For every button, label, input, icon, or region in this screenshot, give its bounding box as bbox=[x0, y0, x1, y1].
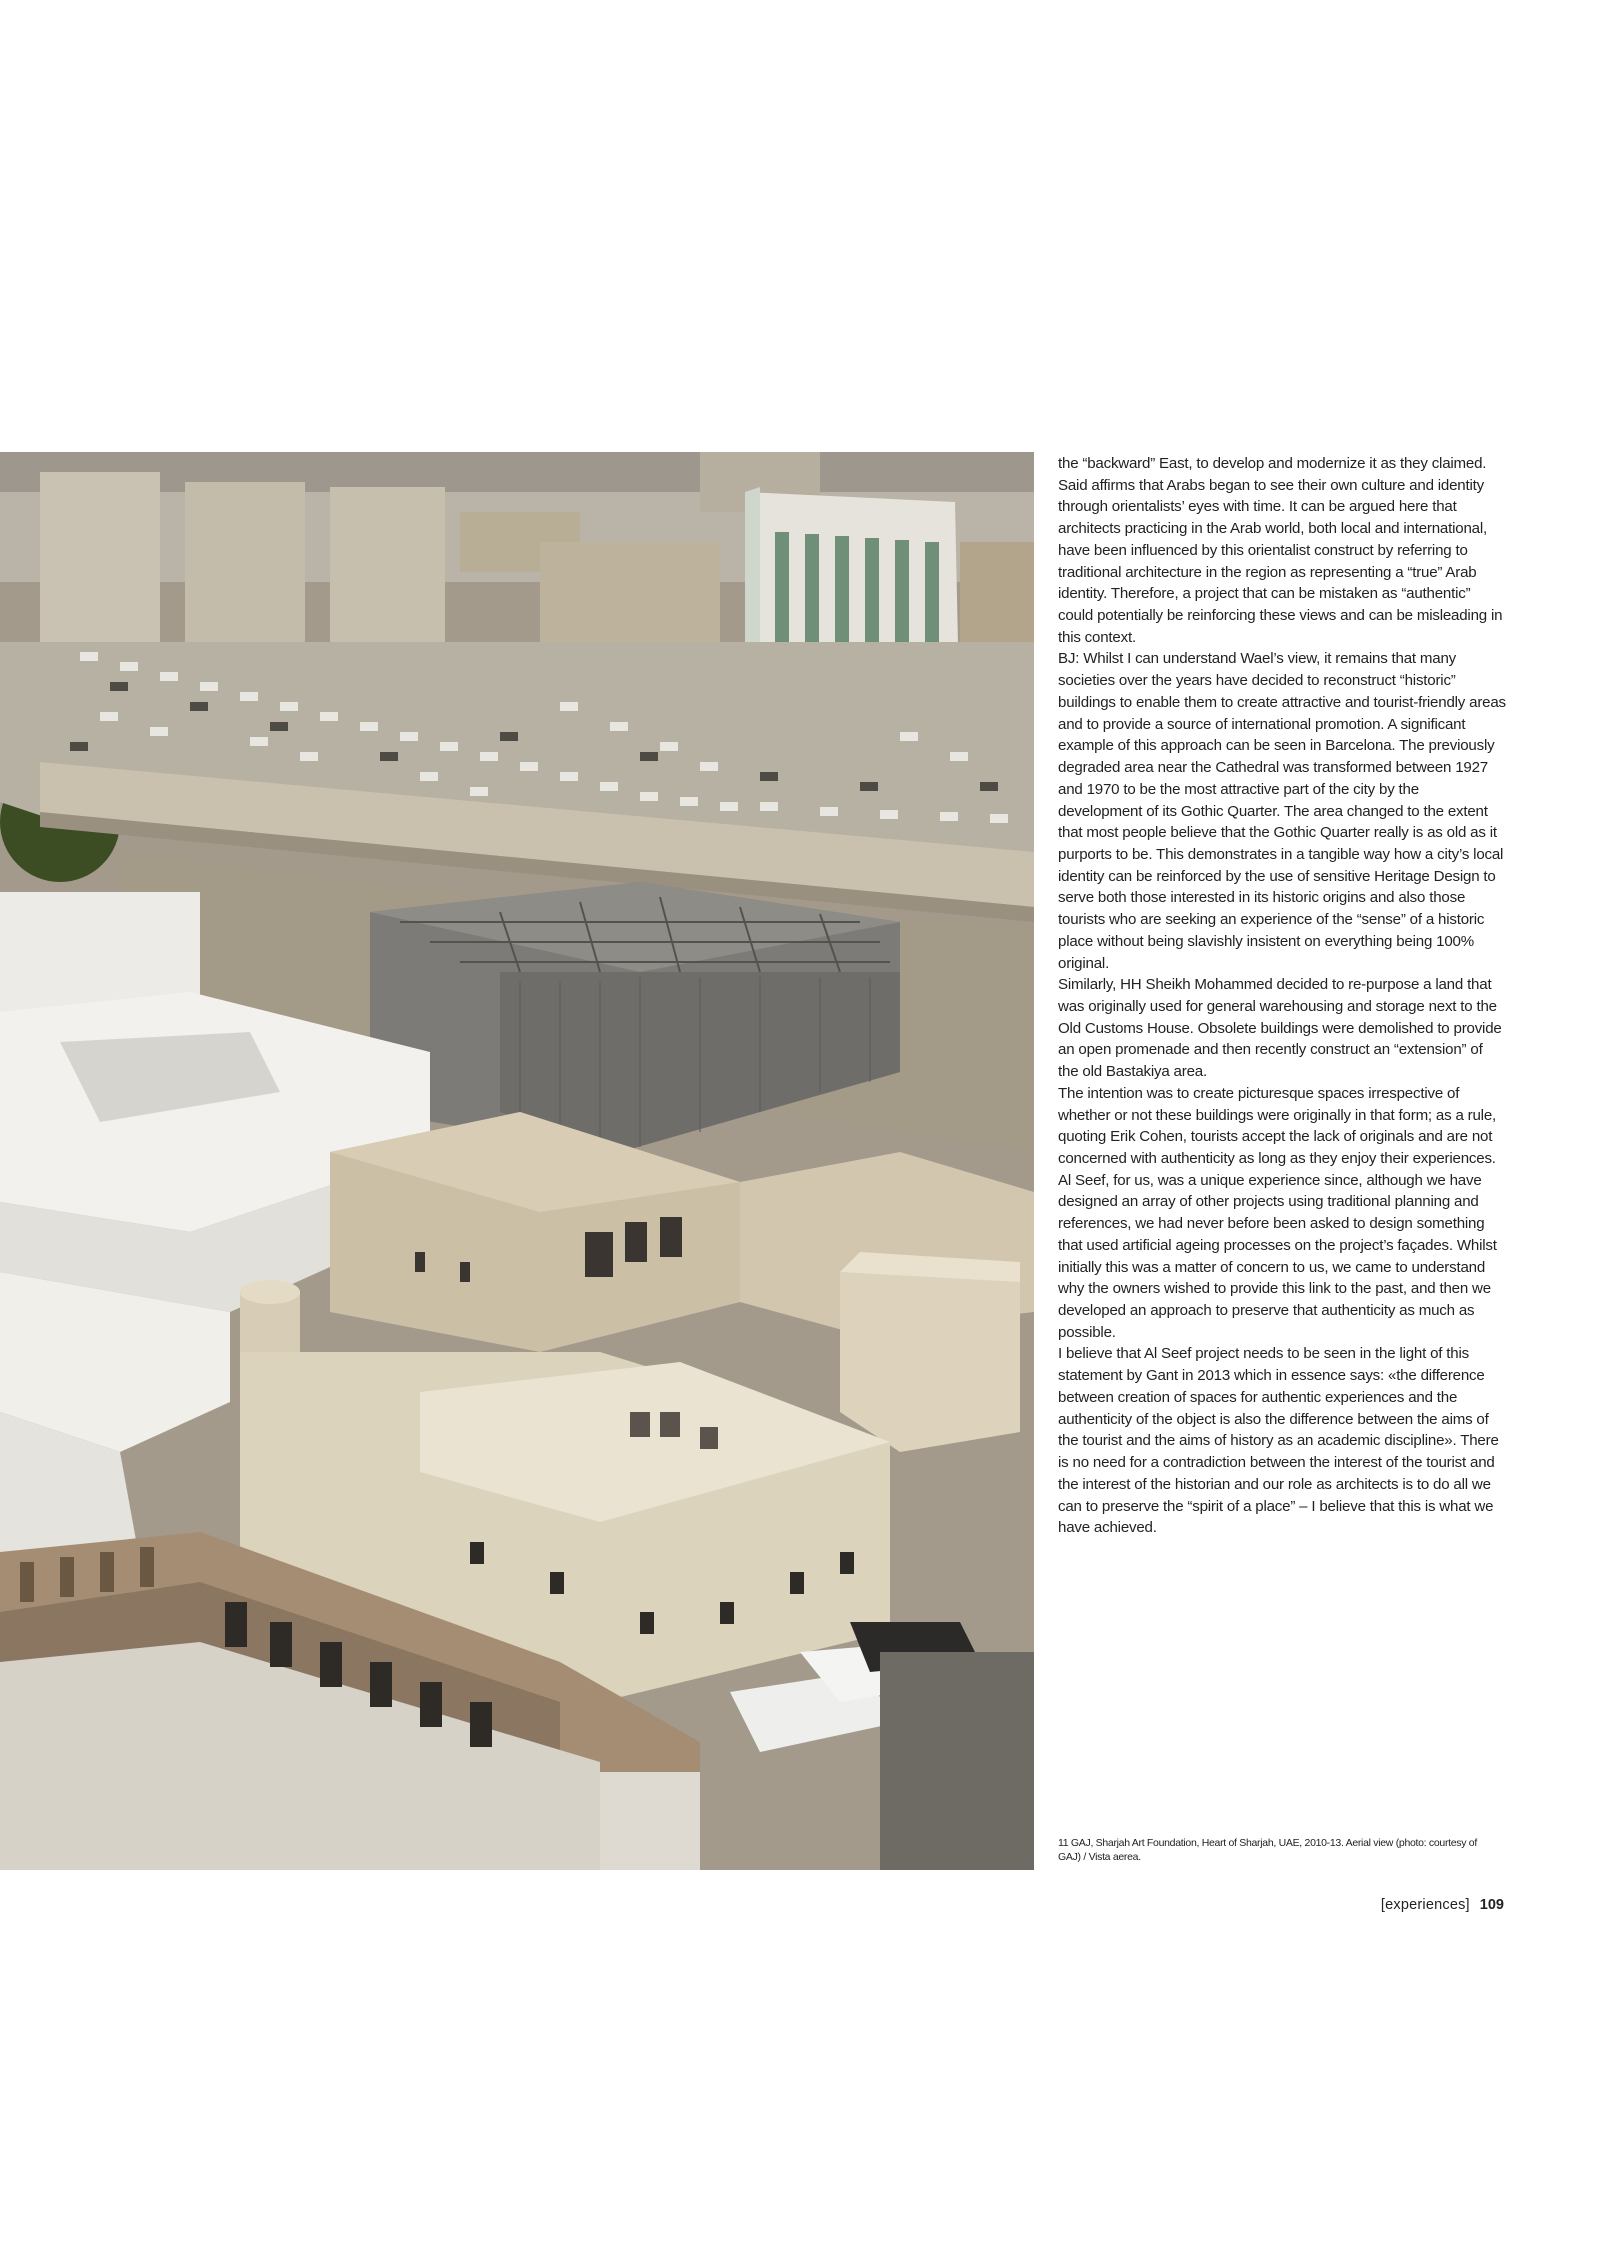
article-paragraph: BJ: Whilst I can understand Wael’s view, it remains that many societies over the years have decided to reconstruct “historic” buildings to enable them to create attractive and tourist-friendly areas and to provide a source of international promotion. A significant example of this approach can be seen in Barcelona. The previously degraded area near the Cathedral was transformed between 1927 and 1970 to be the most attractive part of the city by the development of its Gothic Quarter. The area changed to the extent that most people believe that the Gothic Quarter really is as old as it purports to be. This demonstrates in a tangible way how a city’s local identity can be reinforced by the use of sensitive Heritage Design to serve both those interested in its historic origins and also those tourists who are seeking an experience of the “sense” of a historic place without being slavishly insistent on everything being 100% original. bbox=[1058, 650, 1506, 972]
article-text-column bbox=[1058, 453, 1506, 1539]
article-paragraph: I believe that Al Seef project needs to be seen in the light of this statement by Gant in 2013 which in essence says: «the difference between creation of spaces for authentic experiences and the authenticity of the object is also the difference between the aims of the tourist and the aims of history as an academic discipline». There is no need for a contradiction between the interest of the tourist and the interest of the historian and our role as architects is to do all we can to preserve the “spirit of a place” – I believe that this is what we have achieved. bbox=[1058, 1345, 1499, 1537]
article-paragraph: The intention was to create picturesque spaces irrespective of whether or not these buildings were originally in that form; as a rule, quoting Erik Cohen, tourists accept the lack of originals and are not concerned with authenticity as long as they enjoy their experiences. bbox=[1058, 1084, 1497, 1167]
figure-caption: 11 GAJ, Sharjah Art Foundation, Heart of Sharjah, UAE, 2010-13. Aerial view (photo: courtesy of GAJ) / Vista aerea. bbox=[1058, 1837, 1477, 1863]
aerial-photo-illustration bbox=[0, 452, 1034, 1870]
article-paragraph: Similarly, HH Sheikh Mohammed decided to re-purpose a land that was originally used for general warehousing and storage next to the Old Customs House. Obsolete buildings were demolished to provide an open promenade and then recently construct an “extension” of the old Bastakiya area. bbox=[1058, 976, 1502, 1081]
article-paragraph: Al Seef, for us, was a unique experience since, although we have designed an array of other projects using traditional planning and references, we had never before been asked to design something that used artificial ageing processes on the project’s façades. Whilst initially this was a matter of concern to us, we came to understand why the owners wished to provide this link to the past, and then we developed an approach to preserve that authenticity as much as possible. bbox=[1058, 1171, 1497, 1341]
aerial-photo bbox=[0, 452, 1034, 1870]
page-footer bbox=[1381, 1897, 1504, 1913]
section-label: [experiences] bbox=[1380, 1897, 1470, 1913]
page-number: 109 bbox=[1479, 1897, 1504, 1913]
article-paragraph: the “backward” East, to develop and modernize it as they claimed. Said affirms that Arabs began to see their own culture and identity through orientalists’ eyes with time. It can be argued here that architects practicing in the Arab world, both local and international, have been influenced by this orientalist construct by referring to traditional architecture in the region as representing a “true” Arab identity. Therefore, a project that can be mistaken as “authentic” could potentially be reinforcing these views and can be misleading in this context. bbox=[1058, 455, 1503, 646]
